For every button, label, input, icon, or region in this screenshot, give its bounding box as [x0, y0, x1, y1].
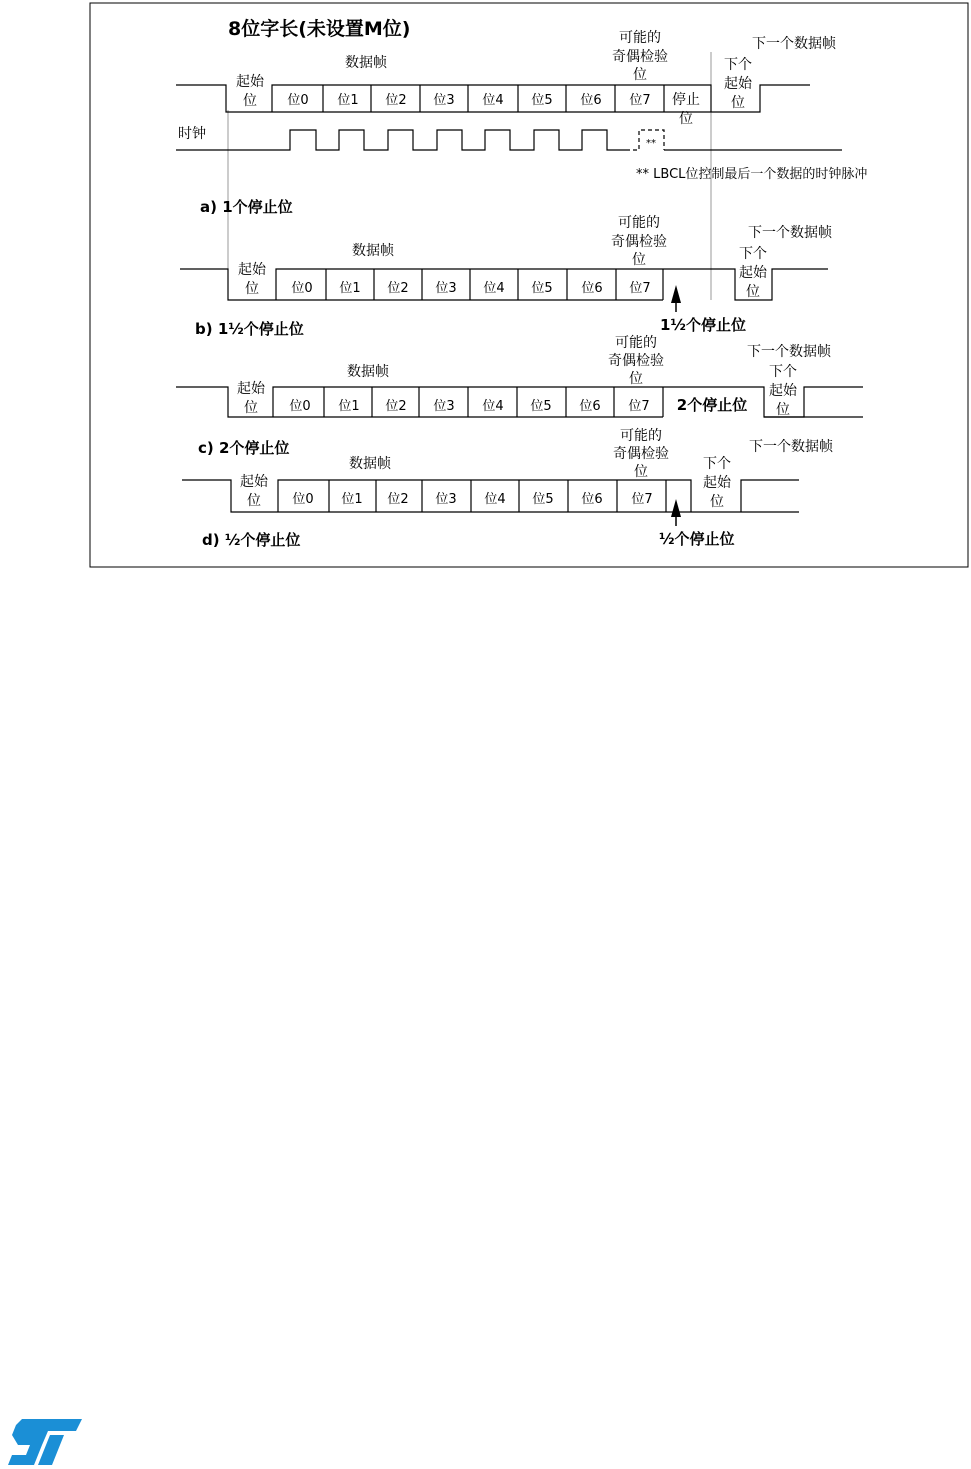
- parity-label-line3: 位: [632, 252, 646, 268]
- data-frame-label: 数据帧: [349, 456, 391, 472]
- signal-waveform: [176, 387, 863, 417]
- bit-label: 位6: [579, 399, 601, 414]
- up-arrow-icon: [671, 499, 681, 526]
- data-frame-label: 数据帧: [347, 364, 389, 380]
- start-bit-line2: 位: [245, 281, 259, 297]
- parity-label-line2: 奇偶检验: [613, 446, 669, 462]
- bit-label: 位2: [385, 399, 407, 414]
- figure-border: [90, 3, 968, 567]
- bit-label: 位7: [631, 492, 653, 507]
- next-start-line1: 下个: [769, 364, 797, 380]
- parity-label-line1: 可能的: [618, 215, 660, 231]
- data-frame-label: 数据帧: [352, 243, 394, 259]
- bit-label: 位2: [387, 492, 409, 507]
- lbcl-note: ** LBCL位控制最后一个数据的时钟脉冲: [636, 167, 868, 182]
- frame-a: [176, 29, 867, 216]
- next-frame-label: 下一个数据帧: [748, 225, 832, 241]
- clock-waveform: [176, 130, 626, 150]
- bit-label: 位1: [339, 281, 361, 296]
- stop-bit-line2: 位: [679, 111, 693, 127]
- frame-caption: d) ½个停止位: [202, 531, 301, 549]
- bit-label: 位4: [482, 399, 504, 414]
- start-bit-line1: 起始: [236, 74, 264, 90]
- start-bit-line1: 起始: [238, 262, 266, 278]
- bit-label: 位5: [530, 399, 552, 414]
- dashed-box-label: **: [646, 138, 656, 149]
- parity-label-line2: 奇偶检验: [608, 353, 664, 369]
- start-bit-line1: 起始: [240, 474, 268, 490]
- bit-label: 位7: [629, 281, 651, 296]
- next-frame-label: 下一个数据帧: [752, 36, 836, 52]
- start-bit-line2: 位: [247, 493, 261, 509]
- stop-marker-label: 1½个停止位: [660, 316, 746, 334]
- data-frame-label: 数据帧: [345, 55, 387, 71]
- next-frame-label: 下一个数据帧: [747, 344, 831, 360]
- bit-label: 位3: [435, 281, 457, 296]
- next-start-line1: 下个: [724, 57, 752, 73]
- bit-label: 位6: [581, 281, 603, 296]
- bit-label: 位3: [433, 399, 455, 414]
- frame-caption: a) 1个停止位: [200, 198, 293, 216]
- bit-label: 位6: [580, 93, 602, 108]
- parity-label-line3: 位: [634, 464, 648, 480]
- bit-label: 位5: [532, 492, 554, 507]
- frame-b: [180, 214, 833, 338]
- bit-label: 位5: [531, 281, 553, 296]
- bit-label: 位4: [482, 93, 504, 108]
- up-arrow-icon: [671, 285, 681, 312]
- bit-label: 位0: [291, 281, 313, 296]
- bit-label: 位7: [629, 93, 651, 108]
- next-start-line2: 起始: [724, 76, 752, 92]
- bit-label: 位5: [531, 93, 553, 108]
- bit-label: 位1: [337, 93, 359, 108]
- bit-label: 位1: [341, 492, 363, 507]
- next-start-line3: 位: [776, 402, 790, 418]
- bit-label: 位0: [292, 492, 314, 507]
- parity-label-line2: 奇偶检验: [612, 49, 668, 65]
- next-start-line3: 位: [731, 95, 745, 111]
- start-bit-line2: 位: [244, 400, 258, 416]
- uart-frame-diagram: [0, 0, 971, 600]
- frame-caption: c) 2个停止位: [198, 439, 290, 457]
- st-logo-icon: [4, 1415, 84, 1469]
- bit-label: 位3: [435, 492, 457, 507]
- bit-label: 位2: [387, 281, 409, 296]
- next-start-line2: 起始: [769, 383, 797, 399]
- bit-label: 位0: [289, 399, 311, 414]
- parity-label-line1: 可能的: [619, 30, 661, 46]
- bit-label: 位1: [338, 399, 360, 414]
- stop-marker-label: ½个停止位: [659, 530, 735, 548]
- clock-dashed-pulse: [626, 130, 664, 150]
- bit-label: 位4: [483, 281, 505, 296]
- bit-label: 位7: [628, 399, 650, 414]
- parity-label-line1: 可能的: [615, 335, 657, 351]
- bit-label: 位2: [385, 93, 407, 108]
- bit-label: 位0: [287, 93, 309, 108]
- next-start-line3: 位: [746, 284, 760, 300]
- stop-bit-line1: 停止: [672, 92, 700, 108]
- next-start-line1: 下个: [739, 246, 767, 262]
- start-bit-line1: 起始: [237, 381, 265, 397]
- bit-label: 位6: [581, 492, 603, 507]
- next-start-line2: 起始: [703, 475, 731, 491]
- bit-label: 位3: [433, 93, 455, 108]
- stop-bit-label: 2个停止位: [676, 396, 748, 414]
- parity-label-line2: 奇偶检验: [611, 234, 667, 250]
- next-frame-label: 下一个数据帧: [749, 439, 833, 455]
- parity-label-line3: 位: [629, 371, 643, 387]
- parity-label-line1: 可能的: [620, 428, 662, 444]
- figure-title: 8位字长(未设置M位): [228, 18, 411, 40]
- parity-label-line3: 位: [633, 67, 647, 83]
- next-start-line3: 位: [710, 494, 724, 510]
- next-start-line2: 起始: [739, 265, 767, 281]
- next-start-line1: 下个: [703, 456, 731, 472]
- start-bit-line2: 位: [243, 93, 257, 109]
- frame-caption: b) 1½个停止位: [195, 320, 304, 338]
- bit-label: 位4: [484, 492, 506, 507]
- clock-label: 时钟: [178, 126, 206, 142]
